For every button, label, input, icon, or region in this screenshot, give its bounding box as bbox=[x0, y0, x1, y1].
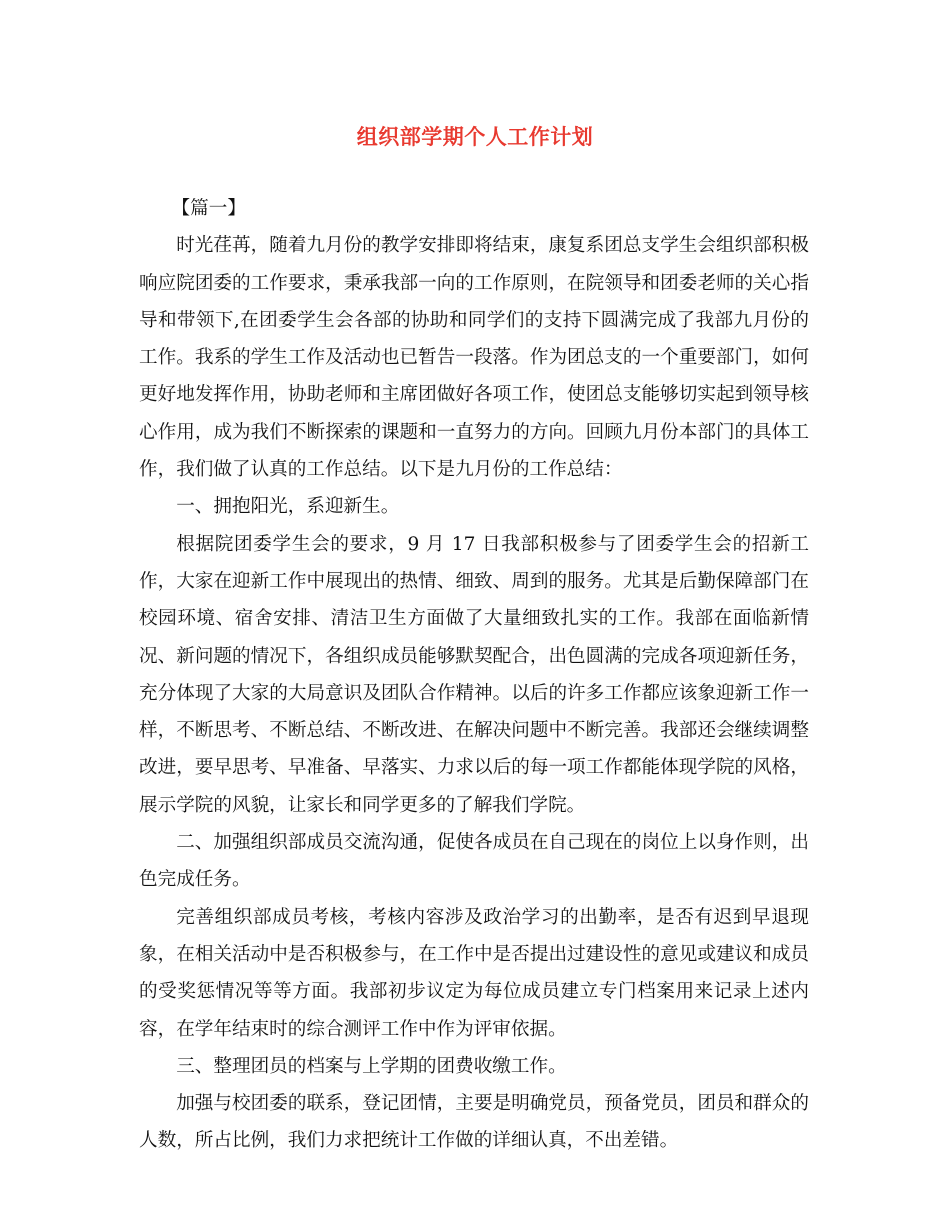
paragraph-three: 加强与校团委的联系，登记团情，主要是明确党员，预备党员，团员和群众的人数，所占比例，我们力求把统计工作做的详细认真，不出差错。 bbox=[139, 1093, 809, 1152]
heading-one: 一、拥抱阳光，系迎新生。 bbox=[176, 496, 400, 518]
paragraph-two: 完善组织部成员考核，考核内容涉及政治学习的出勤率，是否有迟到早退现象，在相关活动中是否积极参与，在工作中是否提出过建设性的意见或建议和成员的受奖惩情况等等方面。我部初步议定为每位成员建立专门档案用来记录上述内容，在学年结束时的综合测评工作中作为评审依据。 bbox=[139, 906, 809, 1040]
section-label: 【篇一】 bbox=[171, 198, 246, 219]
heading-two: 二、加强组织部成员交流沟通，促使各成员在自己现在的岗位上以身作则，出色完成任务。 bbox=[139, 832, 809, 891]
document-body bbox=[139, 190, 809, 1160]
heading-three: 三、整理团员的档案与上学期的团费收缴工作。 bbox=[176, 1055, 567, 1077]
paragraph-intro: 时光荏苒，随着九月份的教学安排即将结束，康复系团总支学生会组织部积极响应院团委的工作要求，秉承我部一向的工作原则，在院领导和团委老师的关心指导和带领下,在团委学生会各部的协助和同学们的支持下圆满完成了我部九月份的工作。我系的学生工作及活动也已暂告一段落。作为团总支的一个重要部门，如何更好地发挥作用，协助老师和主席团做好各项工作，使团总支能够切实起到领导核心作用，成为我们不断探索的课题和一直努力的方向。回顾九月份本部门的具体工作，我们做了认真的工作总结。以下是九月份的工作总结： bbox=[139, 235, 809, 481]
document-title: 组织部学期个人工作计划 bbox=[356, 124, 594, 149]
paragraph-one: 根据院团委学生会的要求，9 月 17 日我部积极参与了团委学生会的招新工作，大家在迎新工作中展现出的热情、细致、周到的服务。尤其是后勤保障部门在校园环境、宿舍安排、清洁卫生方面做了大量细致扎实的工作。我部在面临新情况、新问题的情况下，各组织成员能够默契配合，出色圆满的完成各项迎新任务，充分体现了大家的大局意识及团队合作精神。以后的许多工作都应该象迎新工作一样，不断思考、不断总结、不断改进、在解决问题中不断完善。我部还会继续调整改进，要早思考、早准备、早落实、力求以后的每一项工作都能体现学院的风格，展示学院的风貌，让家长和同学更多的了解我们学院。 bbox=[139, 533, 809, 816]
